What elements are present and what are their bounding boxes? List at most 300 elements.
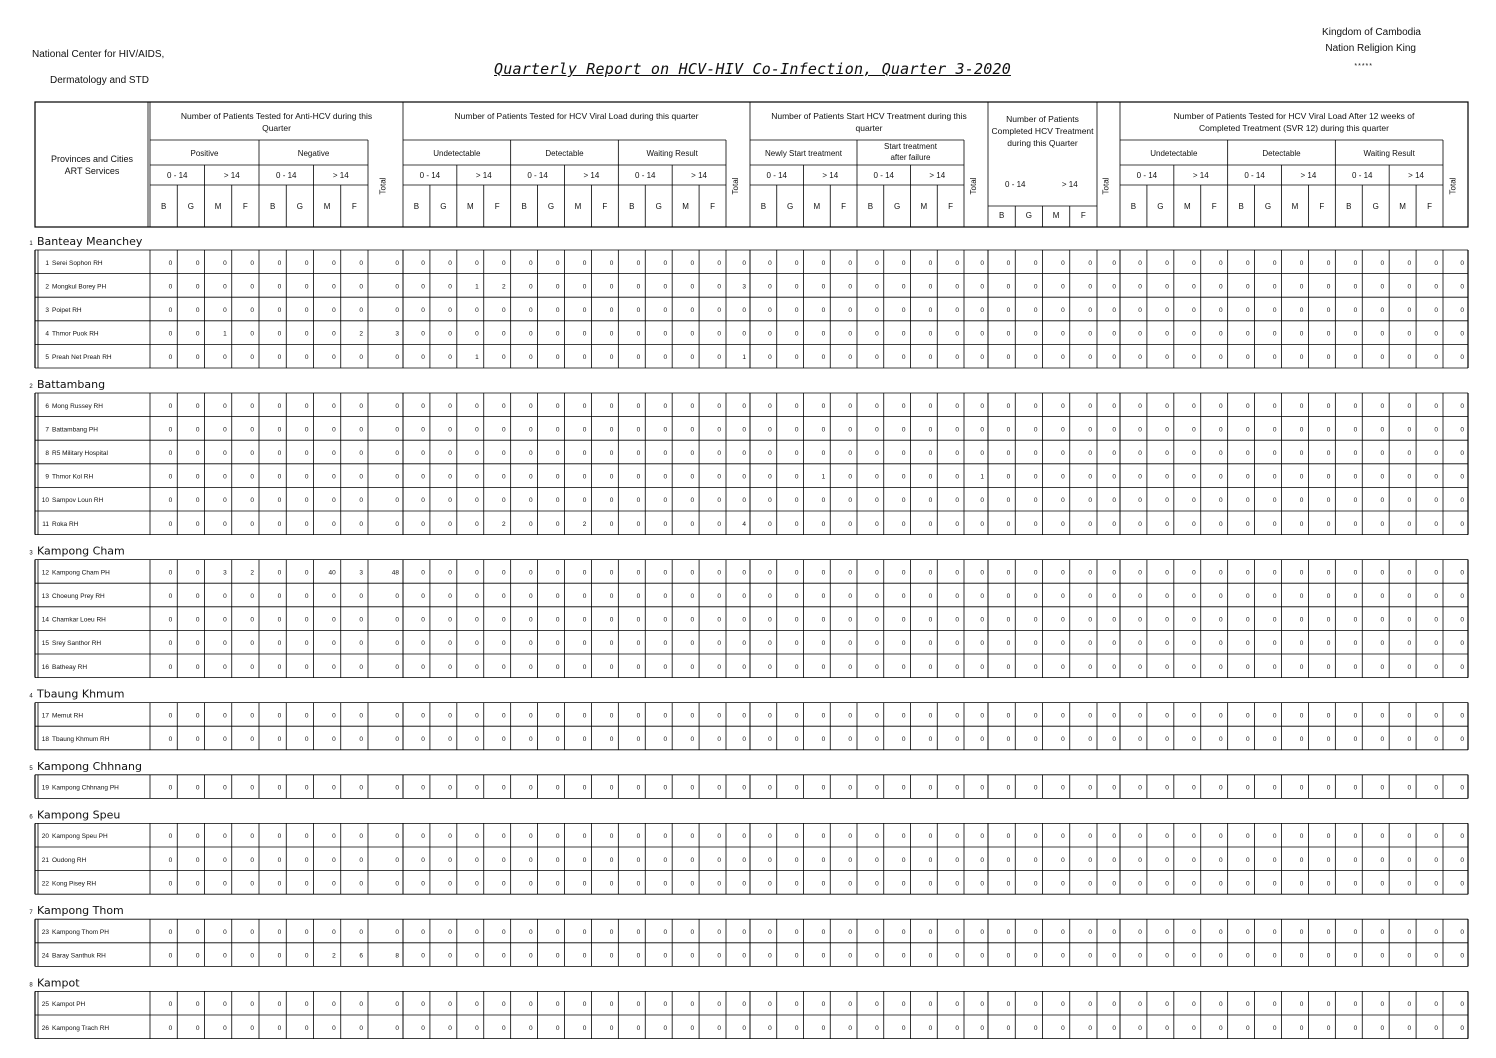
cell-value: 0 <box>690 283 695 291</box>
age-label: 0 - 14 <box>276 171 297 180</box>
cell-value: 0 <box>223 929 227 936</box>
cell-value: 0 <box>1380 569 1385 577</box>
cell-value: 0 <box>1165 259 1169 267</box>
cell-total: 0 <box>742 880 746 888</box>
cell-value: 0 <box>1245 1001 1250 1009</box>
sex-label: B <box>629 202 635 211</box>
cell-value: 0 <box>1192 929 1196 936</box>
cell-value: 0 <box>1272 952 1277 960</box>
group-title-4-line2: Completed HCV Treatment <box>991 126 1094 136</box>
cell-value: 0 <box>1006 640 1011 648</box>
cell-value: 0 <box>528 833 533 841</box>
sex-label: B <box>521 202 527 211</box>
cell-value: 0 <box>1138 520 1142 528</box>
cell-value: 0 <box>1272 593 1277 600</box>
cell-total: 0 <box>742 663 746 671</box>
cell-value: 0 <box>690 640 695 648</box>
cell-value: 0 <box>717 616 721 624</box>
cell-value: 0 <box>848 640 852 648</box>
cell-value: 0 <box>448 856 452 864</box>
cell-value: 0 <box>928 929 933 936</box>
cell-total: 0 <box>1112 833 1116 841</box>
cell-value: 0 <box>663 283 668 291</box>
cell-value: 0 <box>1033 283 1038 291</box>
cell-value: 0 <box>821 283 826 291</box>
age-label: 0 - 14 <box>766 171 787 180</box>
cell-value: 0 <box>848 354 852 362</box>
cell-value: 0 <box>1088 1024 1092 1032</box>
cell-value: 0 <box>582 426 587 434</box>
cell-total: 0 <box>1112 426 1116 434</box>
cell-value: 0 <box>1088 616 1092 624</box>
cell-value: 0 <box>1006 952 1011 960</box>
cell-value: 0 <box>928 354 933 362</box>
kingdom-line1: Kingdom of Cambodia <box>1322 27 1421 38</box>
cell-value: 0 <box>1353 712 1358 720</box>
cell-value: 0 <box>250 1024 254 1032</box>
cell-value: 0 <box>1407 880 1412 888</box>
site-name: Thmor Kol RH <box>52 473 94 481</box>
cell-value: 0 <box>277 712 282 720</box>
subgroup-label: Detectable <box>1262 149 1301 158</box>
cell-value: 0 <box>1353 402 1358 410</box>
cell-value: 0 <box>875 856 879 864</box>
cell-value: 0 <box>609 833 614 841</box>
site-name: Kampong Cham PH <box>52 569 110 577</box>
cell-value: 0 <box>636 929 641 936</box>
cell-value: 0 <box>582 1001 587 1009</box>
cell-value: 0 <box>502 929 506 936</box>
cell-value: 0 <box>421 520 425 528</box>
cell-value: 0 <box>277 784 282 792</box>
cell-value: 0 <box>304 259 309 267</box>
cell-value: 0 <box>875 712 879 720</box>
cell-value: 0 <box>663 784 668 792</box>
cell-value: 0 <box>1326 259 1331 267</box>
cell-value: 0 <box>848 569 852 577</box>
cell-value: 0 <box>1033 712 1038 720</box>
age-label: > 14 <box>929 171 946 180</box>
cell-value: 0 <box>1380 833 1385 841</box>
cell-value: 0 <box>195 663 200 671</box>
cell-value: 0 <box>901 640 906 648</box>
site-name: Tbaung Khmum RH <box>52 736 110 743</box>
cell-value: 0 <box>663 307 668 314</box>
cell-value: 0 <box>1272 929 1277 936</box>
cell-value: 0 <box>1245 402 1250 410</box>
cell-value: 0 <box>1326 283 1331 291</box>
cell-value: 0 <box>277 259 282 267</box>
cell-value: 0 <box>1138 736 1142 743</box>
cell-value: 0 <box>875 283 879 291</box>
cell-value: 0 <box>636 497 641 505</box>
cell-value: 0 <box>1380 593 1385 600</box>
age-label: > 14 <box>223 171 240 180</box>
cell-value: 0 <box>1006 593 1011 600</box>
cell-value: 0 <box>1272 283 1277 291</box>
cell-total: 0 <box>742 1024 746 1032</box>
cell-total: 0 <box>742 497 746 505</box>
site-name: Srey Santhor RH <box>52 640 102 648</box>
cell-value: 0 <box>223 1001 227 1009</box>
cell-value: 0 <box>555 402 560 410</box>
subgroup-label: Undetectable <box>433 149 481 158</box>
cell-value: 0 <box>359 616 363 624</box>
cell-value: 0 <box>663 929 668 936</box>
cell-total: 0 <box>1460 330 1464 338</box>
cell-value: 0 <box>690 1024 695 1032</box>
cell-value: 0 <box>359 1024 363 1032</box>
cell-value: 0 <box>821 450 826 457</box>
cell-value: 0 <box>1006 1024 1011 1032</box>
cell-total: 0 <box>395 1024 399 1032</box>
cell-value: 0 <box>1219 736 1223 743</box>
cell-value: 0 <box>875 426 879 434</box>
cell-value: 0 <box>768 426 772 434</box>
cell-value: 0 <box>1434 833 1438 841</box>
cell-value: 0 <box>250 473 254 481</box>
cell-value: 0 <box>609 283 614 291</box>
cell-value: 0 <box>475 833 479 841</box>
cell-value: 0 <box>1299 784 1304 792</box>
cell-value: 0 <box>1006 283 1011 291</box>
kingdom-ornament: ***** <box>1354 63 1373 70</box>
cell-value: 0 <box>448 593 452 600</box>
cell-value: 0 <box>794 426 799 434</box>
cell-value: 0 <box>421 929 425 936</box>
cell-value: 0 <box>1192 712 1196 720</box>
cell-value: 0 <box>821 663 826 671</box>
cell-value: 0 <box>717 330 721 338</box>
cell-value: 0 <box>1138 283 1142 291</box>
cell-value: 0 <box>304 880 309 888</box>
cell-value: 0 <box>875 833 879 841</box>
cell-value: 0 <box>1272 663 1277 671</box>
cell-value: 0 <box>502 833 506 841</box>
age-label: 0 - 14 <box>1136 171 1158 180</box>
cell-value: 0 <box>690 833 695 841</box>
cell-value: 0 <box>1353 1001 1358 1009</box>
cell-value: 0 <box>768 616 772 624</box>
cell-value: 0 <box>223 593 227 600</box>
cell-value: 0 <box>663 856 668 864</box>
cell-value: 0 <box>663 426 668 434</box>
cell-value: 0 <box>1353 307 1358 314</box>
cell-value: 0 <box>1033 354 1038 362</box>
cell-value: 0 <box>768 330 772 338</box>
cell-value: 0 <box>1219 929 1223 936</box>
cell-value: 0 <box>768 497 772 505</box>
sex-label: F <box>494 202 500 211</box>
cell-value: 0 <box>1407 616 1412 624</box>
site-number: 16 <box>41 663 49 671</box>
cell-value: 0 <box>421 283 425 291</box>
cell-value: 0 <box>1219 354 1223 362</box>
cell-value: 0 <box>1245 593 1250 600</box>
cell-value: 0 <box>848 856 852 864</box>
cell-value: 0 <box>1061 929 1065 936</box>
cell-value: 0 <box>168 640 173 648</box>
cell-total: 0 <box>1460 520 1464 528</box>
cell-value: 0 <box>1326 497 1331 505</box>
cell-value: 0 <box>168 833 173 841</box>
cell-value: 0 <box>636 784 641 792</box>
cell-value: 0 <box>717 1001 721 1009</box>
cell-value: 0 <box>1272 640 1277 648</box>
cell-value: 0 <box>794 307 799 314</box>
cell-value: 0 <box>304 307 309 314</box>
cell-value: 0 <box>848 880 852 888</box>
cell-value: 0 <box>421 426 425 434</box>
cell-value: 0 <box>332 307 336 314</box>
cell-value: 0 <box>901 569 906 577</box>
cell-value: 0 <box>1006 330 1011 338</box>
cell-value: 0 <box>582 952 587 960</box>
cell-value: 0 <box>448 330 452 338</box>
cell-value: 0 <box>636 712 641 720</box>
cell-value: 0 <box>1219 593 1223 600</box>
cell-value: 0 <box>955 497 959 505</box>
cell-value: 0 <box>223 450 227 457</box>
cell-value: 0 <box>1326 1024 1331 1032</box>
cell-total: 0 <box>1112 569 1116 577</box>
cell-value: 0 <box>717 497 721 505</box>
cell-value: 0 <box>223 307 227 314</box>
cell-value: 0 <box>250 426 254 434</box>
cell-value: 0 <box>1033 929 1038 936</box>
cell-value: 0 <box>1033 663 1038 671</box>
cell-value: 0 <box>848 1024 852 1032</box>
cell-value: 0 <box>277 307 282 314</box>
cell-value: 0 <box>955 330 959 338</box>
cell-total: 1 <box>980 473 984 481</box>
cell-value: 0 <box>250 593 254 600</box>
sex-label: B <box>160 202 167 211</box>
cell-value: 0 <box>717 640 721 648</box>
cell-value: 0 <box>901 307 906 314</box>
cell-value: 0 <box>1219 307 1223 314</box>
cell-value: 0 <box>304 450 309 457</box>
sex-label: F <box>710 202 715 211</box>
cell-value: 0 <box>502 402 506 410</box>
cell-value: 0 <box>421 354 425 362</box>
cell-value: 0 <box>1061 880 1065 888</box>
cell-total: 48 <box>391 569 399 577</box>
cell-value: 0 <box>582 856 587 864</box>
cell-value: 0 <box>1434 712 1438 720</box>
cell-value: 0 <box>794 929 799 936</box>
cell-value: 0 <box>1272 712 1277 720</box>
cell-value: 0 <box>1033 784 1038 792</box>
cell-value: 0 <box>1434 856 1438 864</box>
cell-value: 0 <box>475 1001 479 1009</box>
cell-value: 0 <box>928 1001 933 1009</box>
sex-label: F <box>948 202 954 211</box>
cell-value: 0 <box>1165 402 1169 410</box>
cell-value: 0 <box>1061 663 1065 671</box>
subgroup-label: Positive <box>190 149 219 158</box>
cell-value: 0 <box>717 952 721 960</box>
cell-value: 0 <box>1088 1001 1092 1009</box>
site-number: 3 <box>45 307 49 314</box>
cell-value: 0 <box>636 952 641 960</box>
cell-value: 0 <box>1006 663 1011 671</box>
cell-value: 0 <box>168 307 173 314</box>
age-label: > 14 <box>332 171 349 180</box>
cell-value: 0 <box>250 833 254 841</box>
cell-total: 0 <box>1460 952 1464 960</box>
cell-value: 0 <box>223 712 227 720</box>
cell-value: 0 <box>901 330 906 338</box>
cell-total: 0 <box>742 330 746 338</box>
cell-value: 0 <box>955 593 959 600</box>
cell-value: 0 <box>1380 880 1385 888</box>
cell-value: 0 <box>1380 520 1385 528</box>
cell-value: 0 <box>1272 784 1277 792</box>
cell-value: 0 <box>1380 616 1385 624</box>
cell-value: 0 <box>609 402 614 410</box>
cell-value: 0 <box>1138 307 1142 314</box>
cell-value: 0 <box>359 497 363 505</box>
cell-total: 8 <box>395 952 399 960</box>
cell-value: 0 <box>502 952 506 960</box>
cell-value: 2 <box>582 520 587 528</box>
cell-value: 0 <box>1299 307 1304 314</box>
cell-value: 0 <box>555 307 560 314</box>
cell-value: 0 <box>502 736 506 743</box>
province-name: Banteay Meanchey <box>37 235 143 248</box>
cell-value: 0 <box>848 450 852 457</box>
cell-value: 0 <box>582 833 587 841</box>
cell-value: 0 <box>1165 330 1169 338</box>
cell-value: 0 <box>1138 1024 1142 1032</box>
cell-value: 0 <box>223 426 227 434</box>
cell-value: 0 <box>277 856 282 864</box>
cell-value: 0 <box>359 450 363 457</box>
cell-value: 0 <box>475 856 479 864</box>
cell-value: 0 <box>636 1001 641 1009</box>
cell-value: 0 <box>875 497 879 505</box>
cell-value: 0 <box>1138 616 1142 624</box>
cell-value: 0 <box>359 833 363 841</box>
cell-value: 0 <box>421 569 425 577</box>
province-number: 8 <box>29 982 33 989</box>
cell-value: 0 <box>555 259 560 267</box>
cell-total: 0 <box>1112 402 1116 410</box>
cell-value: 0 <box>332 880 336 888</box>
cell-total: 0 <box>1112 736 1116 743</box>
cell-value: 0 <box>1407 330 1412 338</box>
cell-value: 0 <box>421 856 425 864</box>
cell-value: 0 <box>1006 450 1011 457</box>
cell-total: 0 <box>742 426 746 434</box>
cell-total: 0 <box>742 307 746 314</box>
cell-value: 0 <box>609 663 614 671</box>
cell-value: 0 <box>717 259 721 267</box>
cell-value: 0 <box>223 663 227 671</box>
cell-value: 0 <box>1353 833 1358 841</box>
cell-value: 0 <box>955 402 959 410</box>
cell-value: 0 <box>690 593 695 600</box>
cell-total: 0 <box>1112 929 1116 936</box>
site-name: Baray Santhuk RH <box>52 952 106 960</box>
cell-value: 0 <box>875 929 879 936</box>
cell-value: 0 <box>195 736 200 743</box>
cell-value: 0 <box>168 952 173 960</box>
cell-value: 0 <box>955 307 959 314</box>
cell-value: 0 <box>1165 593 1169 600</box>
sex-label: M <box>1291 202 1299 211</box>
cell-value: 0 <box>848 663 852 671</box>
cell-total: 0 <box>980 593 984 600</box>
cell-value: 0 <box>195 952 200 960</box>
cell-value: 0 <box>1434 736 1438 743</box>
cell-value: 0 <box>448 640 452 648</box>
cell-value: 0 <box>1326 426 1331 434</box>
province-name: Kampong Speu <box>37 808 121 822</box>
site-name: Kong Pisey RH <box>52 880 97 888</box>
cell-value: 0 <box>528 569 533 577</box>
cell-total: 0 <box>395 593 399 600</box>
cell-value: 0 <box>955 569 959 577</box>
cell-value: 0 <box>1407 833 1412 841</box>
cell-value: 0 <box>1088 784 1092 792</box>
cell-value: 0 <box>448 929 452 936</box>
cell-value: 0 <box>1006 354 1011 362</box>
cell-value: 0 <box>821 497 826 505</box>
cell-value: 0 <box>277 402 282 410</box>
sex-label: M <box>920 202 928 211</box>
cell-value: 0 <box>1192 856 1196 864</box>
cell-value: 0 <box>555 450 560 457</box>
cell-value: 0 <box>475 640 479 648</box>
cell-value: 0 <box>1033 736 1038 743</box>
cell-value: 0 <box>1061 593 1065 600</box>
cell-value: 0 <box>1434 663 1438 671</box>
cell-value: 0 <box>609 856 614 864</box>
cell-value: 0 <box>1434 640 1438 648</box>
cell-value: 0 <box>1245 640 1250 648</box>
cell-value: 0 <box>928 880 933 888</box>
cell-value: 0 <box>1245 497 1250 505</box>
cell-value: 0 <box>1061 473 1065 481</box>
cell-value: 0 <box>821 856 826 864</box>
cell-value: 0 <box>528 497 533 505</box>
cell-total: 0 <box>980 640 984 648</box>
cell-value: 0 <box>1434 259 1438 267</box>
cell-value: 0 <box>421 640 425 648</box>
cell-value: 1 <box>475 354 479 362</box>
cell-value: 0 <box>1380 952 1385 960</box>
cell-value: 0 <box>1033 426 1038 434</box>
cell-value: 0 <box>794 663 799 671</box>
cell-value: 0 <box>1219 784 1223 792</box>
header-art-services-label: ART Services <box>64 166 120 176</box>
cell-value: 0 <box>1138 640 1142 648</box>
cell-value: 0 <box>1353 929 1358 936</box>
cell-value: 0 <box>1138 569 1142 577</box>
site-name: Preah Net Preah RH <box>52 354 112 362</box>
cell-total: 4 <box>742 520 746 528</box>
cell-value: 0 <box>609 354 614 362</box>
cell-value: 0 <box>1033 1001 1038 1009</box>
cell-value: 0 <box>848 616 852 624</box>
subgroup-label: Newly Start treatment <box>765 149 842 158</box>
cell-value: 0 <box>1219 833 1223 841</box>
age-label: > 14 <box>1300 171 1317 180</box>
cell-value: 0 <box>1033 1024 1038 1032</box>
cell-total: 0 <box>1460 569 1464 577</box>
